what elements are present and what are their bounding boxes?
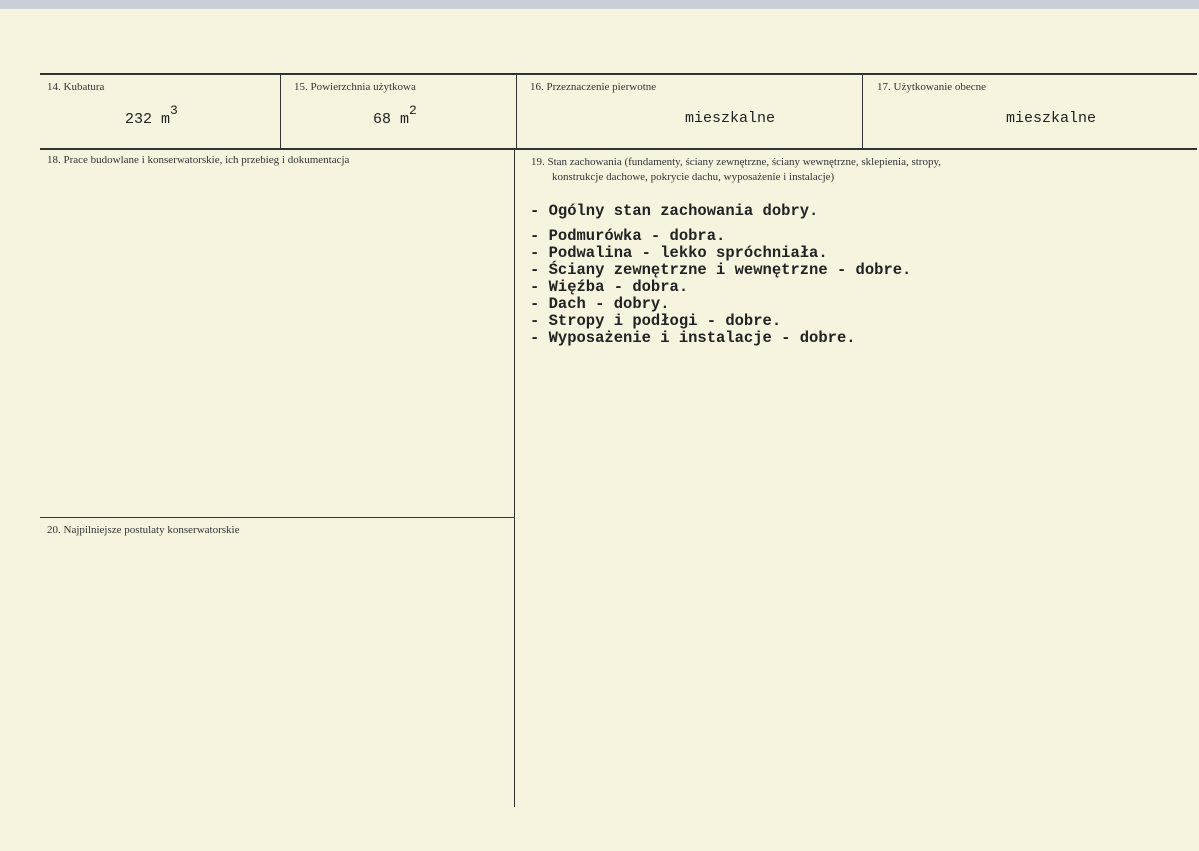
field-18-label: 18. Prace budowlane i konserwatorskie, ich przebieg i dokumentacja xyxy=(47,154,350,166)
field-15-label: 15. Powierzchnia użytkowa xyxy=(294,81,416,93)
field-17-label: 17. Użytkowanie obecne xyxy=(877,81,987,93)
condition-item: - Ściany zewnętrzne i wewnętrzne - dobre. xyxy=(530,261,912,279)
field-19-label-line2: konstrukcje dachowe, pokrycie dachu, wyposażenie i instalacje) xyxy=(552,171,835,183)
field-14-unit: m xyxy=(161,111,171,128)
field-15-unit: m xyxy=(400,111,410,128)
field-14-exponent: 3 xyxy=(170,103,178,118)
condition-item: - Dach - dobry. xyxy=(530,295,670,313)
condition-item: - Wyposażenie i instalacje - dobre. xyxy=(530,329,856,347)
field-15-exponent: 2 xyxy=(409,103,417,118)
divider-15-16 xyxy=(516,75,517,148)
row1-top-border xyxy=(40,73,1197,75)
field-16-label: 16. Przeznaczenie pierwotne xyxy=(530,81,657,93)
field-20-label: 20. Najpilniejsze postulaty konserwatorskie xyxy=(47,524,240,536)
field-14-number: 232 xyxy=(125,111,153,128)
divider-14-15 xyxy=(280,75,281,148)
field-14-label: 14. Kubatura xyxy=(47,81,105,93)
main-vertical-divider xyxy=(514,150,515,807)
field-15-number: 68 xyxy=(373,111,392,128)
scan-top-edge xyxy=(0,0,1199,9)
field-17-value: mieszkalne xyxy=(1006,110,1097,127)
row1-bottom-border xyxy=(40,148,1197,150)
field-14-value xyxy=(125,103,178,128)
condition-item: - Ogólny stan zachowania dobry. xyxy=(530,202,819,220)
field-15-value xyxy=(373,103,417,128)
field-16-value: mieszkalne xyxy=(685,110,776,127)
condition-item: - Podmurówka - dobra. xyxy=(530,227,726,245)
divider-16-17 xyxy=(862,75,863,148)
condition-list xyxy=(530,203,911,347)
condition-item: - Więźba - dobra. xyxy=(530,278,689,296)
field-19-label-line1: 19. Stan zachowania (fundamenty, ściany zewnętrzne, ściany wewnętrzne, sklepienia, stropy, xyxy=(531,156,942,168)
left-column-separator xyxy=(40,517,514,518)
condition-item: - Stropy i podłogi - dobre. xyxy=(530,312,782,330)
condition-item: - Podwalina - lekko spróchniała. xyxy=(530,244,828,262)
